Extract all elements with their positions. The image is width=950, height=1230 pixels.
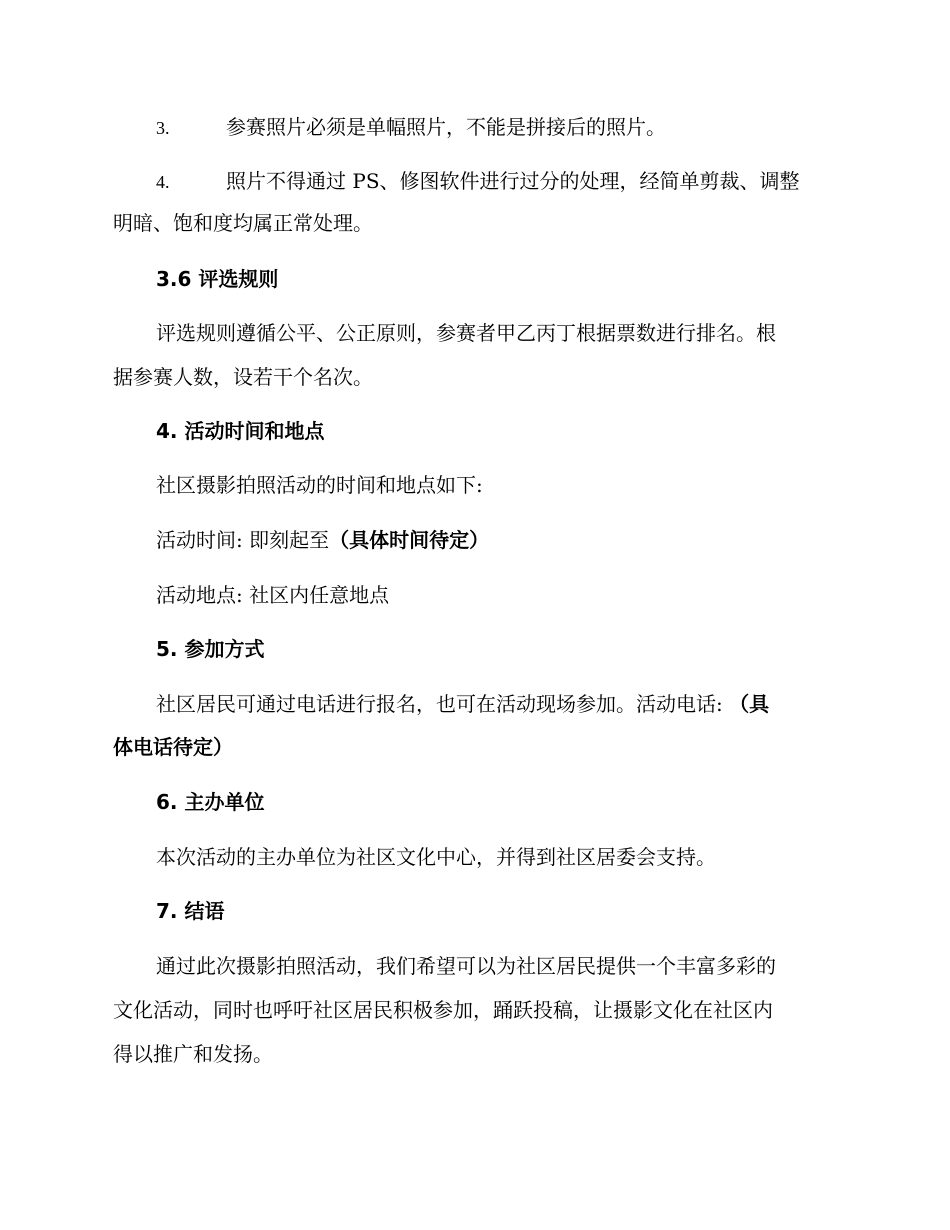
section-heading-6: 6. 主办单位 (156, 790, 265, 814)
section-5-para-line1 (113, 689, 769, 719)
activity-place: 活动地点: 社区内任意地点 (156, 583, 390, 607)
section-4-intro: 社区摄影拍照活动的时间和地点如下: (156, 473, 483, 497)
activity-time (113, 525, 489, 555)
section-heading-7: 7. 结语 (156, 899, 225, 923)
section-heading-3-6: 3.6 评选规则 (156, 267, 279, 291)
section-5-para-text: 社区居民可通过电话进行报名，也可在活动现场参加。活动电话: (156, 692, 730, 716)
activity-time-label: 活动时间: 即刻起至 (156, 528, 330, 552)
section-5-bold-start: （具 (729, 692, 770, 716)
section-heading-4: 4. 活动时间和地点 (156, 419, 325, 443)
section-7-para-line3: 得以推广和发扬。 (113, 1042, 273, 1066)
list-text-line1: 照片不得通过 PS、修图软件进行过分的处理，经简单剪裁、调整 (226, 169, 800, 193)
activity-time-value: （具体时间待定） (329, 528, 490, 552)
list-item-4-line2: 明暗、饱和度均属正常处理。 (113, 211, 373, 235)
section-5-para-line2: 体电话待定） (113, 735, 233, 759)
list-item-4 (113, 166, 800, 196)
section-3-6-para-line2: 据参赛人数，设若干个名次。 (113, 365, 373, 389)
section-7-para-line1: 通过此次摄影拍照活动，我们希望可以为社区居民提供一个丰富多彩的 (156, 954, 776, 978)
list-text: 参赛照片必须是单幅照片，不能是拼接后的照片。 (226, 115, 666, 139)
section-3-6-para-line1: 评选规则遵循公平、公正原则，参赛者甲乙丙丁根据票数进行排名。根 (156, 321, 776, 345)
list-number: 4. (156, 172, 170, 192)
section-heading-5: 5. 参加方式 (156, 637, 265, 661)
list-item-3 (113, 112, 666, 142)
section-6-para: 本次活动的主办单位为社区文化中心，并得到社区居委会支持。 (156, 845, 716, 869)
list-number: 3. (156, 118, 170, 138)
section-7-para-line2: 文化活动，同时也呼吁社区居民积极参加，踊跃投稿，让摄影文化在社区内 (113, 998, 773, 1022)
